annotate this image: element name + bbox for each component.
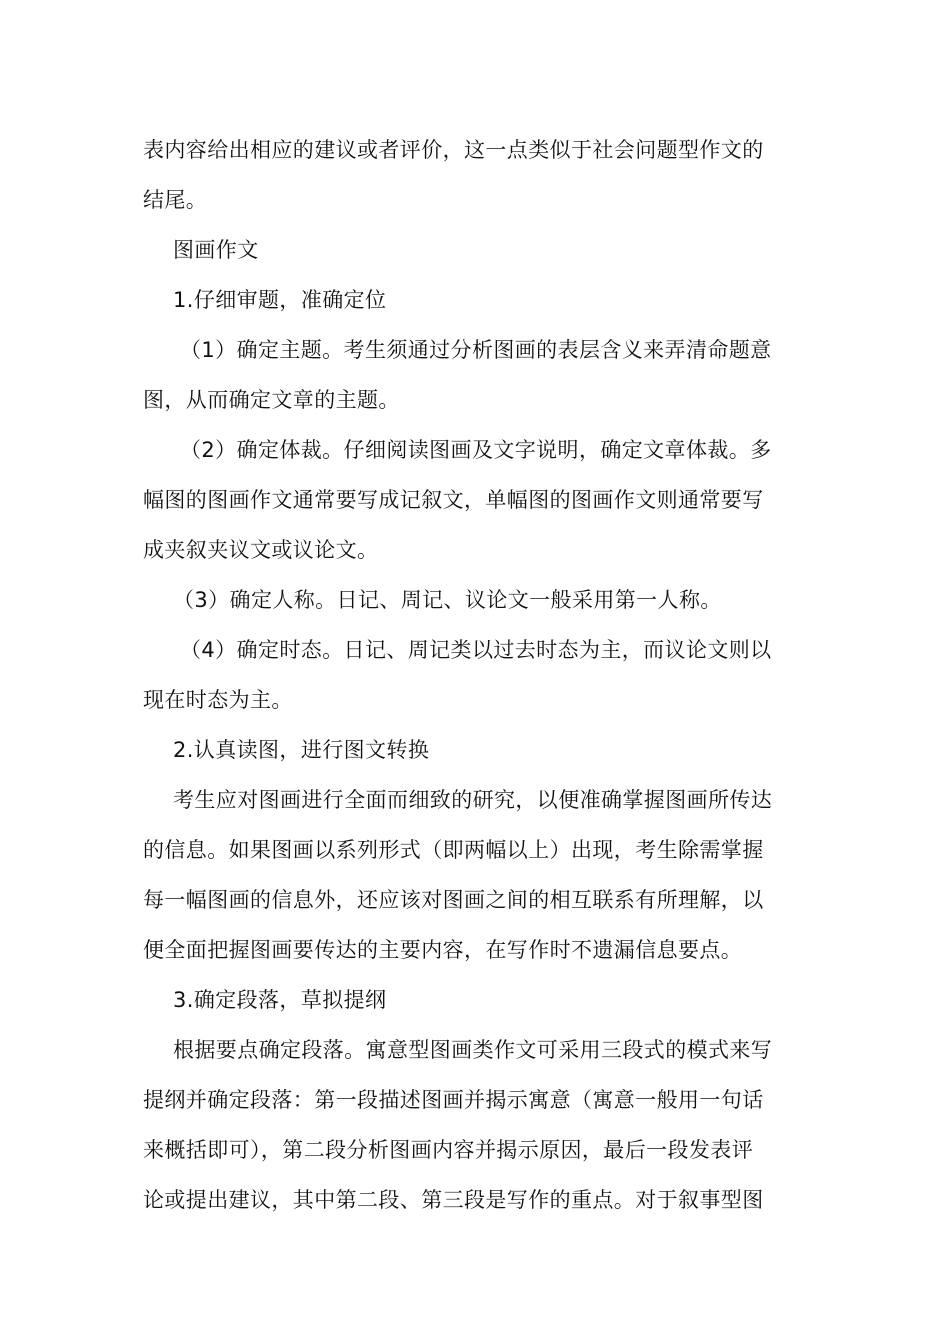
text-line: 的信息。如果图画以系列形式（即两幅以上）出现，考生除需掌握 — [143, 838, 764, 862]
text-line: 成夹叙夹议文或议论文。 — [143, 538, 379, 562]
text-line: 提纲并确定段落：第一段描述图画并揭示寓意（寓意一般用一句话 — [143, 1088, 764, 1112]
subsection-heading: 2.认真读图，进行图文转换 — [173, 738, 430, 762]
text-line: （4）确定时态。日记、周记类以过去时态为主，而议论文则以 — [180, 638, 772, 662]
subsection-heading: 1.仔细审题，准确定位 — [173, 288, 387, 312]
text-line: 根据要点确定段落。寓意型图画类作文可采用三段式的模式来写 — [173, 1038, 773, 1062]
subsection-heading: 3.确定段落，草拟提纲 — [173, 988, 387, 1012]
text-line: 来概括即可），第二段分析图画内容并揭示原因，最后一段发表评 — [143, 1138, 754, 1162]
text-line: 论或提出建议，其中第二段、第三段是写作的重点。对于叙事型图 — [143, 1188, 764, 1212]
text-line: 表内容给出相应的建议或者评价，这一点类似于社会问题型作文的 — [143, 138, 764, 162]
text-line: 便全面把握图画要传达的主要内容，在写作时不遗漏信息要点。 — [143, 938, 743, 962]
text-line: （2）确定体裁。仔细阅读图画及文字说明，确定文章体裁。多 — [180, 438, 772, 462]
text-line: （1）确定主题。考生须通过分析图画的表层含义来弄清命题意 — [180, 338, 772, 362]
text-line: 结尾。 — [143, 188, 208, 212]
text-line: （3）确定人称。日记、周记、议论文一般采用第一人称。 — [173, 588, 722, 612]
text-line: 考生应对图画进行全面而细致的研究，以便准确掌握图画所传达 — [173, 788, 773, 812]
text-line: 图，从而确定文章的主题。 — [143, 388, 400, 412]
section-heading: 图画作文 — [173, 238, 259, 262]
text-line: 现在时态为主。 — [143, 688, 293, 712]
text-line: 幅图的图画作文通常要写成记叙文，单幅图的图画作文则通常要写 — [143, 488, 764, 512]
text-line: 每一幅图画的信息外，还应该对图画之间的相互联系有所理解，以 — [143, 888, 764, 912]
